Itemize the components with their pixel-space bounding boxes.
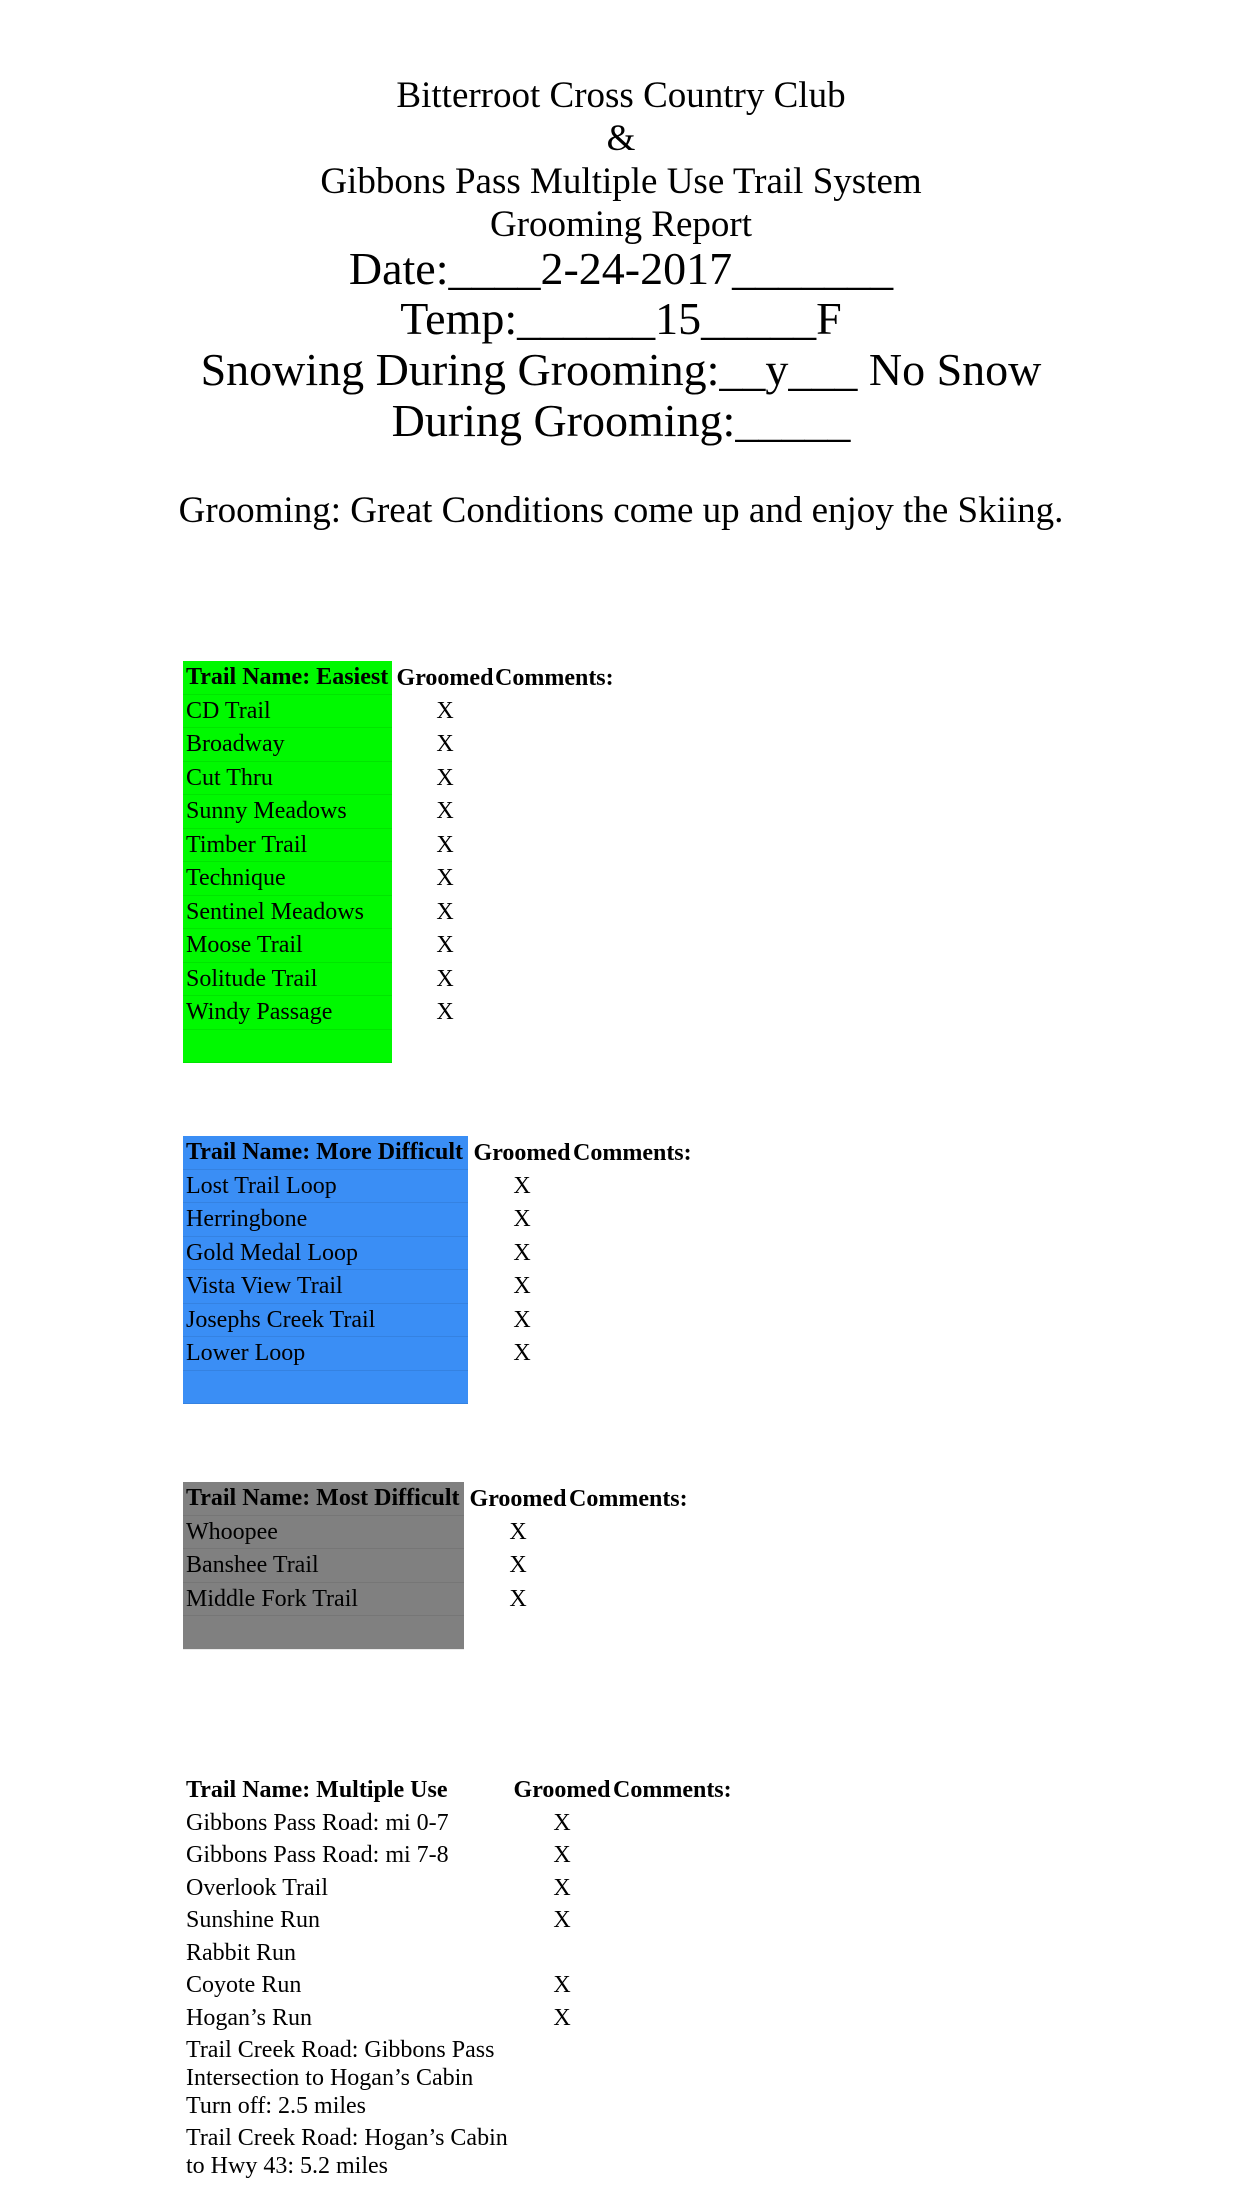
- trail-name-cell: [183, 1616, 464, 1650]
- comments-cell: [573, 1203, 692, 1237]
- table-row: [183, 1807, 732, 1840]
- groomed-cell: X: [436, 865, 454, 892]
- groomed-cell: X: [513, 1239, 531, 1266]
- table-header-row: [183, 1774, 732, 1807]
- comments-cell: [613, 2034, 732, 2122]
- comments-cell: [495, 1029, 614, 1063]
- groomed-cell: [508, 2034, 613, 2122]
- trail-name-cell: [183, 1029, 392, 1063]
- comments-cell: [613, 2002, 732, 2035]
- most-difficult-trails-table: [183, 1482, 688, 1650]
- groomed-cell: [392, 1029, 495, 1063]
- trail-name-cell: Sentinel Meadows: [183, 895, 392, 929]
- groomed-cell: X: [553, 1907, 571, 1934]
- date-line: [0, 243, 1242, 294]
- temp-text: Temp:______15_____F: [400, 293, 842, 344]
- column-header-trail-name: Trail Name: Multiple Use: [186, 1777, 448, 1804]
- groomed-cell: X: [436, 831, 454, 858]
- trail-name-cell: Broadway: [183, 728, 392, 762]
- trail-name-cell: Herringbone: [183, 1203, 468, 1237]
- trail-name-cell: Middle Fork Trail: [183, 1582, 464, 1616]
- grooming-note: Grooming: Great Conditions come up and enjoy the Skiing.: [178, 490, 1064, 531]
- comments-cell: [495, 728, 614, 762]
- comments-cell: [613, 1872, 732, 1905]
- table-row: [183, 1270, 692, 1304]
- comments-cell: [495, 895, 614, 929]
- table-row: [183, 1969, 732, 2002]
- groomed-cell: X: [509, 1585, 527, 1612]
- comments-cell: [569, 1515, 688, 1549]
- no-snow-line: [0, 395, 1242, 446]
- table-row: [183, 1904, 732, 1937]
- groomed-cell: X: [436, 697, 454, 724]
- trail-system-title: [0, 160, 1242, 203]
- comments-cell: [573, 1270, 692, 1304]
- comments-cell: [495, 795, 614, 829]
- column-header-comments: Comments:: [495, 664, 614, 691]
- trail-name-cell: CD Trail: [183, 694, 392, 728]
- comments-cell: [569, 1549, 688, 1583]
- trail-name-cell: Lost Trail Loop: [183, 1169, 468, 1203]
- comments-cell: [613, 1807, 732, 1840]
- table-row: [183, 828, 614, 862]
- trail-name-cell: Overlook Trail: [186, 1874, 329, 1901]
- groomed-cell: X: [513, 1273, 531, 1300]
- table-row: [183, 996, 614, 1030]
- groomed-cell: X: [436, 764, 454, 791]
- trail-name-cell: Josephs Creek Trail: [183, 1303, 468, 1337]
- groomed-cell: [508, 1937, 613, 1970]
- trail-name-cell: Sunshine Run: [186, 1907, 321, 1934]
- column-header-groomed: Groomed: [473, 1139, 571, 1166]
- trail-name-cell: Gibbons Pass Road: mi 7-8: [186, 1842, 449, 1869]
- trail-name-cell: Cut Thru: [183, 761, 392, 795]
- ampersand-line: [0, 117, 1242, 160]
- comments-cell: [613, 1937, 732, 1970]
- trail-name-cell: Gold Medal Loop: [183, 1236, 468, 1270]
- column-header-groomed: Groomed: [396, 664, 494, 691]
- comments-cell: [573, 1236, 692, 1270]
- column-header-comments: Comments:: [573, 1139, 692, 1166]
- trail-name-cell: Whoopee: [183, 1515, 464, 1549]
- table-row: [183, 1582, 688, 1616]
- groomed-cell: X: [436, 932, 454, 959]
- table-row: [183, 1303, 692, 1337]
- groomed-cell: X: [436, 731, 454, 758]
- column-header-groomed: Groomed: [513, 1777, 611, 1804]
- table-header-row: [183, 1482, 688, 1515]
- comments-cell: [613, 1839, 732, 1872]
- groomed-cell: X: [436, 999, 454, 1026]
- trail-name-cell: Rabbit Run: [186, 1939, 297, 1966]
- table-row: [183, 962, 614, 996]
- groomed-cell: X: [513, 1340, 531, 1367]
- table-row: [183, 1236, 692, 1270]
- trail-name-cell: Technique: [183, 862, 392, 896]
- table-row: [183, 2002, 732, 2035]
- table-header-row: [183, 1136, 692, 1169]
- comments-cell: [573, 1337, 692, 1371]
- column-header-trail-name: Trail Name: Most Difficult: [183, 1482, 464, 1515]
- club-title: [0, 74, 1242, 117]
- column-header-groomed: Groomed: [469, 1485, 567, 1512]
- comments-cell: [569, 1582, 688, 1616]
- table-row: [183, 1029, 614, 1063]
- comments-cell: [495, 761, 614, 795]
- groomed-cell: X: [436, 898, 454, 925]
- groomed-cell: X: [513, 1172, 531, 1199]
- comments-cell: [495, 929, 614, 963]
- trail-name-cell: Banshee Trail: [183, 1549, 464, 1583]
- trail-name-cell: Trail Creek Road: Gibbons Pass Intersection to Hogan’s Cabin Turn off: 2.5 miles: [186, 2037, 495, 2119]
- table-row: [183, 1839, 732, 1872]
- trail-system-text: Gibbons Pass Multiple Use Trail System: [320, 161, 922, 202]
- groomed-cell: X: [553, 1842, 571, 1869]
- table-row: [183, 929, 614, 963]
- comments-cell: [495, 862, 614, 896]
- report-title-text: Grooming Report: [489, 204, 753, 245]
- club-title-text: Bitterroot Cross Country Club: [396, 75, 846, 116]
- no-snow-text: During Grooming:_____: [391, 395, 851, 446]
- groomed-cell: [464, 1616, 569, 1650]
- groomed-cell: [508, 2122, 613, 2182]
- column-header-trail-name: Trail Name: More Difficult: [183, 1136, 468, 1169]
- column-header-comments: Comments:: [569, 1485, 688, 1512]
- easiest-trails-table: [183, 661, 614, 1063]
- table-row: [183, 795, 614, 829]
- groomed-cell: X: [553, 1809, 571, 1836]
- table-row: [183, 761, 614, 795]
- trail-name-cell: Coyote Run: [186, 1972, 302, 1999]
- comments-cell: [613, 2122, 732, 2182]
- groomed-cell: X: [553, 1972, 571, 1999]
- snowing-text: Snowing During Grooming:__y___ No Snow: [200, 344, 1042, 395]
- more-difficult-trails-table: [183, 1136, 692, 1404]
- comments-cell: [495, 996, 614, 1030]
- column-header-comments: Comments:: [613, 1777, 732, 1804]
- groomed-cell: X: [509, 1552, 527, 1579]
- trail-name-cell: Vista View Trail: [183, 1270, 468, 1304]
- trail-name-cell: Gibbons Pass Road: mi 0-7: [186, 1809, 449, 1836]
- table-row: [183, 1515, 688, 1549]
- trail-name-cell: Moose Trail: [183, 929, 392, 963]
- trail-name-cell: Windy Passage: [183, 996, 392, 1030]
- groomed-cell: X: [436, 965, 454, 992]
- table-row: [183, 895, 614, 929]
- table-row: [183, 862, 614, 896]
- table-row: [183, 694, 614, 728]
- trail-name-cell: Sunny Meadows: [183, 795, 392, 829]
- comments-cell: [613, 1904, 732, 1937]
- groomed-cell: [468, 1370, 573, 1404]
- report-title: [0, 203, 1242, 246]
- comments-cell: [495, 694, 614, 728]
- date-text: Date:____2-24-2017_______: [348, 243, 894, 294]
- groomed-cell: X: [553, 1874, 571, 1901]
- trail-name-cell: Timber Trail: [183, 828, 392, 862]
- snowing-line: [0, 344, 1242, 395]
- comments-cell: [573, 1303, 692, 1337]
- trail-name-cell: Solitude Trail: [183, 962, 392, 996]
- comments-cell: [495, 962, 614, 996]
- multiple-use-trails-table: [183, 1774, 732, 2182]
- trail-name-cell: Lower Loop: [183, 1337, 468, 1371]
- ampersand-text: &: [606, 118, 636, 159]
- groomed-cell: X: [553, 2004, 571, 2031]
- table-row: [183, 2122, 732, 2182]
- table-row: [183, 1337, 692, 1371]
- comments-cell: [613, 1969, 732, 2002]
- groomed-cell: X: [513, 1206, 531, 1233]
- table-row: [183, 1616, 688, 1650]
- comments-cell: [495, 828, 614, 862]
- trail-name-cell: Trail Creek Road: Hogan’s Cabin to Hwy 43: 5.2 miles: [186, 2125, 508, 2179]
- table-row: [183, 728, 614, 762]
- trail-name-cell: [183, 1370, 468, 1404]
- temp-line: [0, 293, 1242, 344]
- comments-cell: [573, 1169, 692, 1203]
- table-row: [183, 1203, 692, 1237]
- comments-cell: [569, 1616, 688, 1650]
- table-header-row: [183, 661, 614, 694]
- table-row: [183, 1169, 692, 1203]
- table-row: [183, 1549, 688, 1583]
- column-header-trail-name: Trail Name: Easiest: [183, 661, 392, 694]
- groomed-cell: X: [436, 798, 454, 825]
- table-row: [183, 1370, 692, 1404]
- groomed-cell: X: [513, 1306, 531, 1333]
- table-row: [183, 2034, 732, 2122]
- table-row: [183, 1937, 732, 1970]
- comments-cell: [573, 1370, 692, 1404]
- table-row: [183, 1872, 732, 1905]
- trail-name-cell: Hogan’s Run: [186, 2004, 312, 2031]
- groomed-cell: X: [509, 1518, 527, 1545]
